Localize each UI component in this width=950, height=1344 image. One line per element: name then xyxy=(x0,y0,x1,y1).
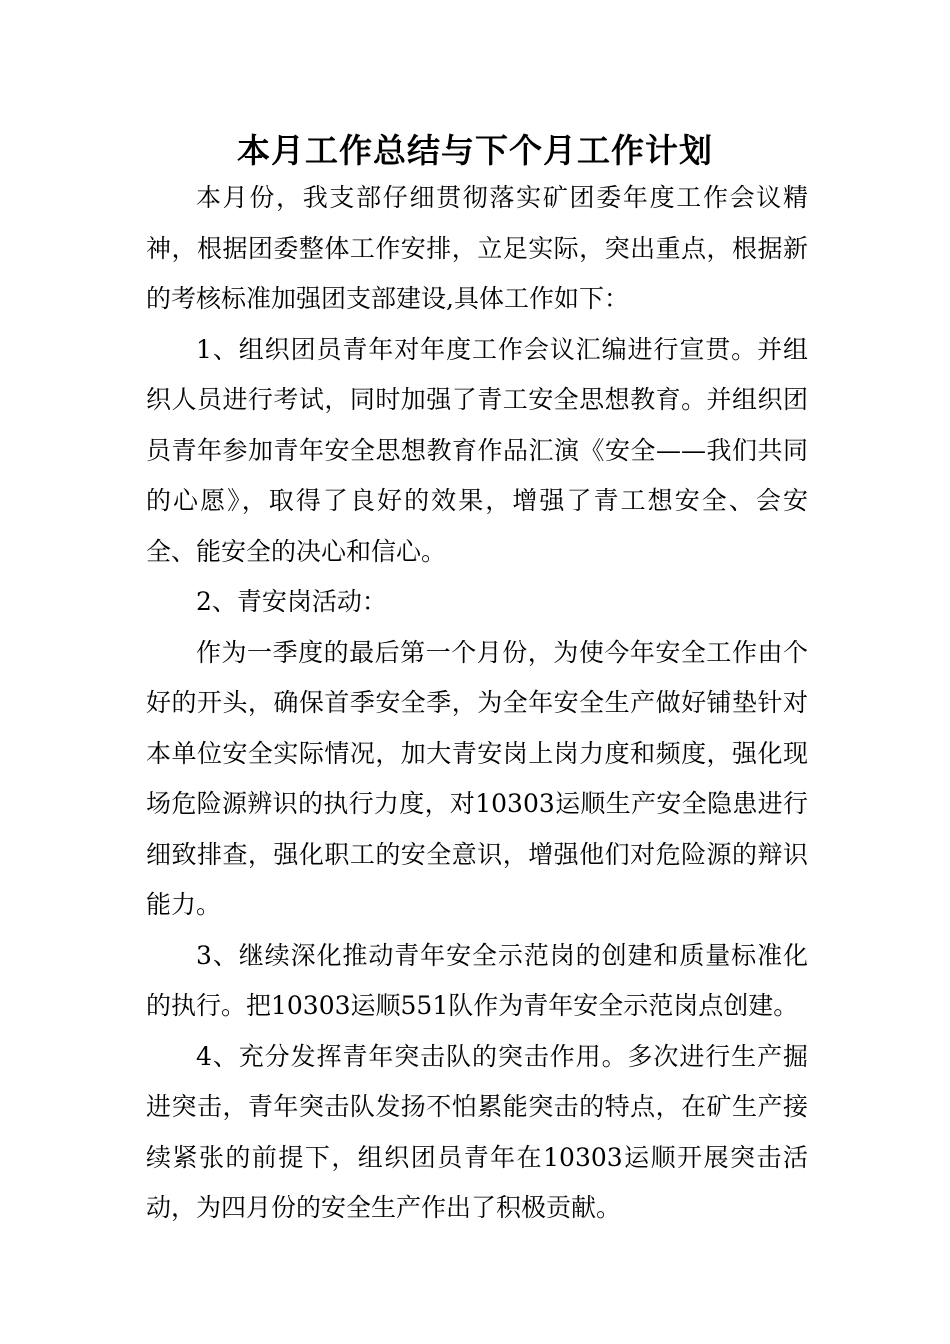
paragraph-item-2-heading: 2、青安岗活动： xyxy=(196,587,387,616)
paragraph-intro: 本月份，我支部仔细贯彻落实矿团委年度工作会议精神，根据团委整体工作安排，立足实际，突出重点，根据新的考核标准加强团支部建设,具体工作如下： xyxy=(146,183,808,313)
document-title: 本月工作总结与下个月工作计划 xyxy=(237,131,713,170)
paragraph-item-3: 3、继续深化推动青年安全示范岗的创建和质量标准化的执行。把10303运顺551队作为青年安全示范岗点创建。 xyxy=(146,940,808,1020)
paragraph-item-1: 1、组织团员青年对年度工作会议汇编进行宣贯。并组织人员进行考试，同时加强了青工安全思想教育。并组织团员青年参加青年安全思想教育作品汇演《安全——我们共同的心愿》，取得了良好的效果，增强了青工想安全、会安全、能安全的决心和信心。 xyxy=(146,334,808,566)
paragraph-item-4: 4、充分发挥青年突击队的突击作用。多次进行生产掘进突击，青年突击队发扬不怕累能突击的特点，在矿生产接续紧张的前提下，组织团员青年在10303运顺开展突击活动，为四月份的安全生产作出了积极贡献。 xyxy=(146,1041,808,1222)
document-body xyxy=(146,173,808,1234)
paragraph-item-2-body: 作为一季度的最后第一个月份，为使今年安全工作由个好的开头，确保首季安全季，为全年安全生产做好铺垫针对本单位安全实际情况，加大青安岗上岗力度和频度，强化现场危险源辨识的执行力度，对10303运顺生产安全隐患进行细致排查，强化职工的安全意识，增强他们对危险源的辩识能力。 xyxy=(146,637,808,919)
